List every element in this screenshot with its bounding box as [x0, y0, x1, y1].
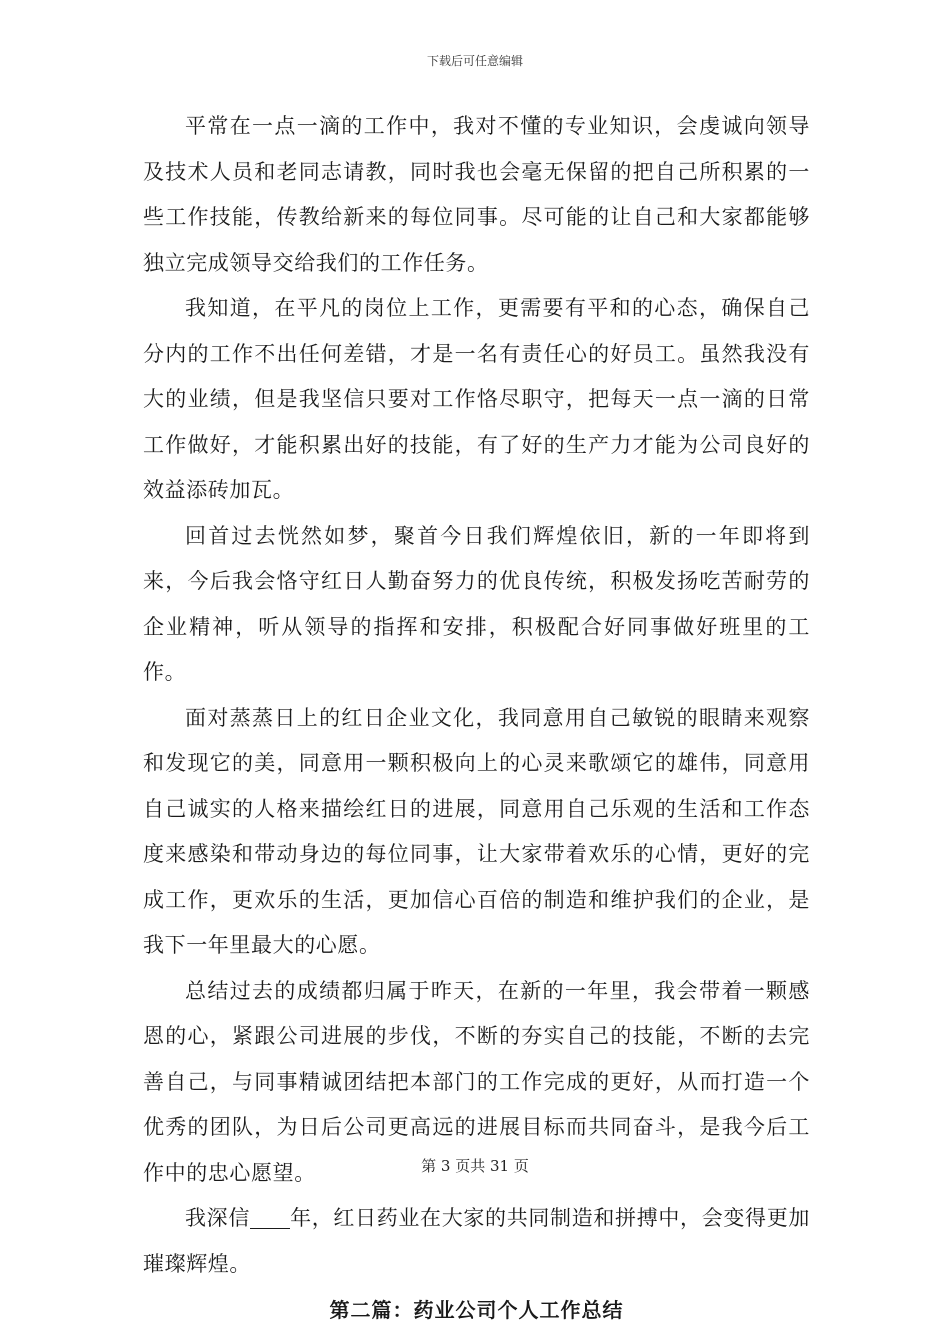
paragraph-4: 面对蒸蒸日上的红日企业文化，我同意用自己敏锐的眼睛来观察和发现它的美，同意用一颗积极向上的心灵来歌颂它的雄伟，同意用自己诚实的人格来描绘红日的进展，同意用自己乐观的生活和工作态度来感染和带动身边的每位同事，让大家带着欢乐的心情，更好的完成工作，更欢乐的生活，更加信心百倍的制造和维护我们的企业，是我下一年里最大的心愿。: [143, 705, 810, 957]
paragraph-6-end: 年，红日药业在大家的共同制造和拼搏中，会变得更加璀璨辉煌。: [143, 1206, 810, 1276]
page-header-note: 下载后可任意编辑: [426, 54, 523, 68]
fill-in-blank: [250, 1207, 290, 1229]
paragraph-6: [143, 1196, 810, 1287]
paragraph-2: 我知道，在平凡的岗位上工作，更需要有平和的心态，确保自己分内的工作不出任何差错，才是一名有责任心的好员工。虽然我没有大的业绩，但是我坚信只要对工作恪尽职守，把每天一点一滴的日常工作做好，才能积累出好的技能，有了好的生产力才能为公司良好的效益添砖加瓦。: [143, 296, 810, 502]
paragraph-5: 总结过去的成绩都归属于昨天，在新的一年里，我会带着一颗感恩的心，紧跟公司进展的步伐，不断的夯实自己的技能，不断的去完善自己，与同事精诚团结把本部门的工作完成的更好，从而打造一个优秀的团队，为日后公司更高远的进展目标而共同奋斗，是我今后工作中的忠心愿望。: [143, 978, 810, 1185]
paragraph-3: 回首过去恍然如梦，聚首今日我们辉煌依旧，新的一年即将到来，今后我会恪守红日人勤奋努力的优良传统，积极发扬吃苦耐劳的企业精神，听从领导的指挥和安排，积极配合好同事做好班里的工作。: [143, 523, 810, 684]
section-title: 第二篇：药业公司个人工作总结: [329, 1298, 624, 1322]
paragraph-1: 平常在一点一滴的工作中，我对不懂的专业知识，会虔诚向领导及技术人员和老同志请教，同时我也会毫无保留的把自己所积累的一些工作技能，传教给新来的每位同事。尽可能的让自己和大家都能够独立完成领导交给我们的工作任务。: [143, 114, 810, 275]
paragraph-6-start: 我深信: [185, 1206, 250, 1230]
document-body: [143, 104, 810, 1333]
page-footer: 第 3 页共 31 页: [421, 1157, 529, 1175]
